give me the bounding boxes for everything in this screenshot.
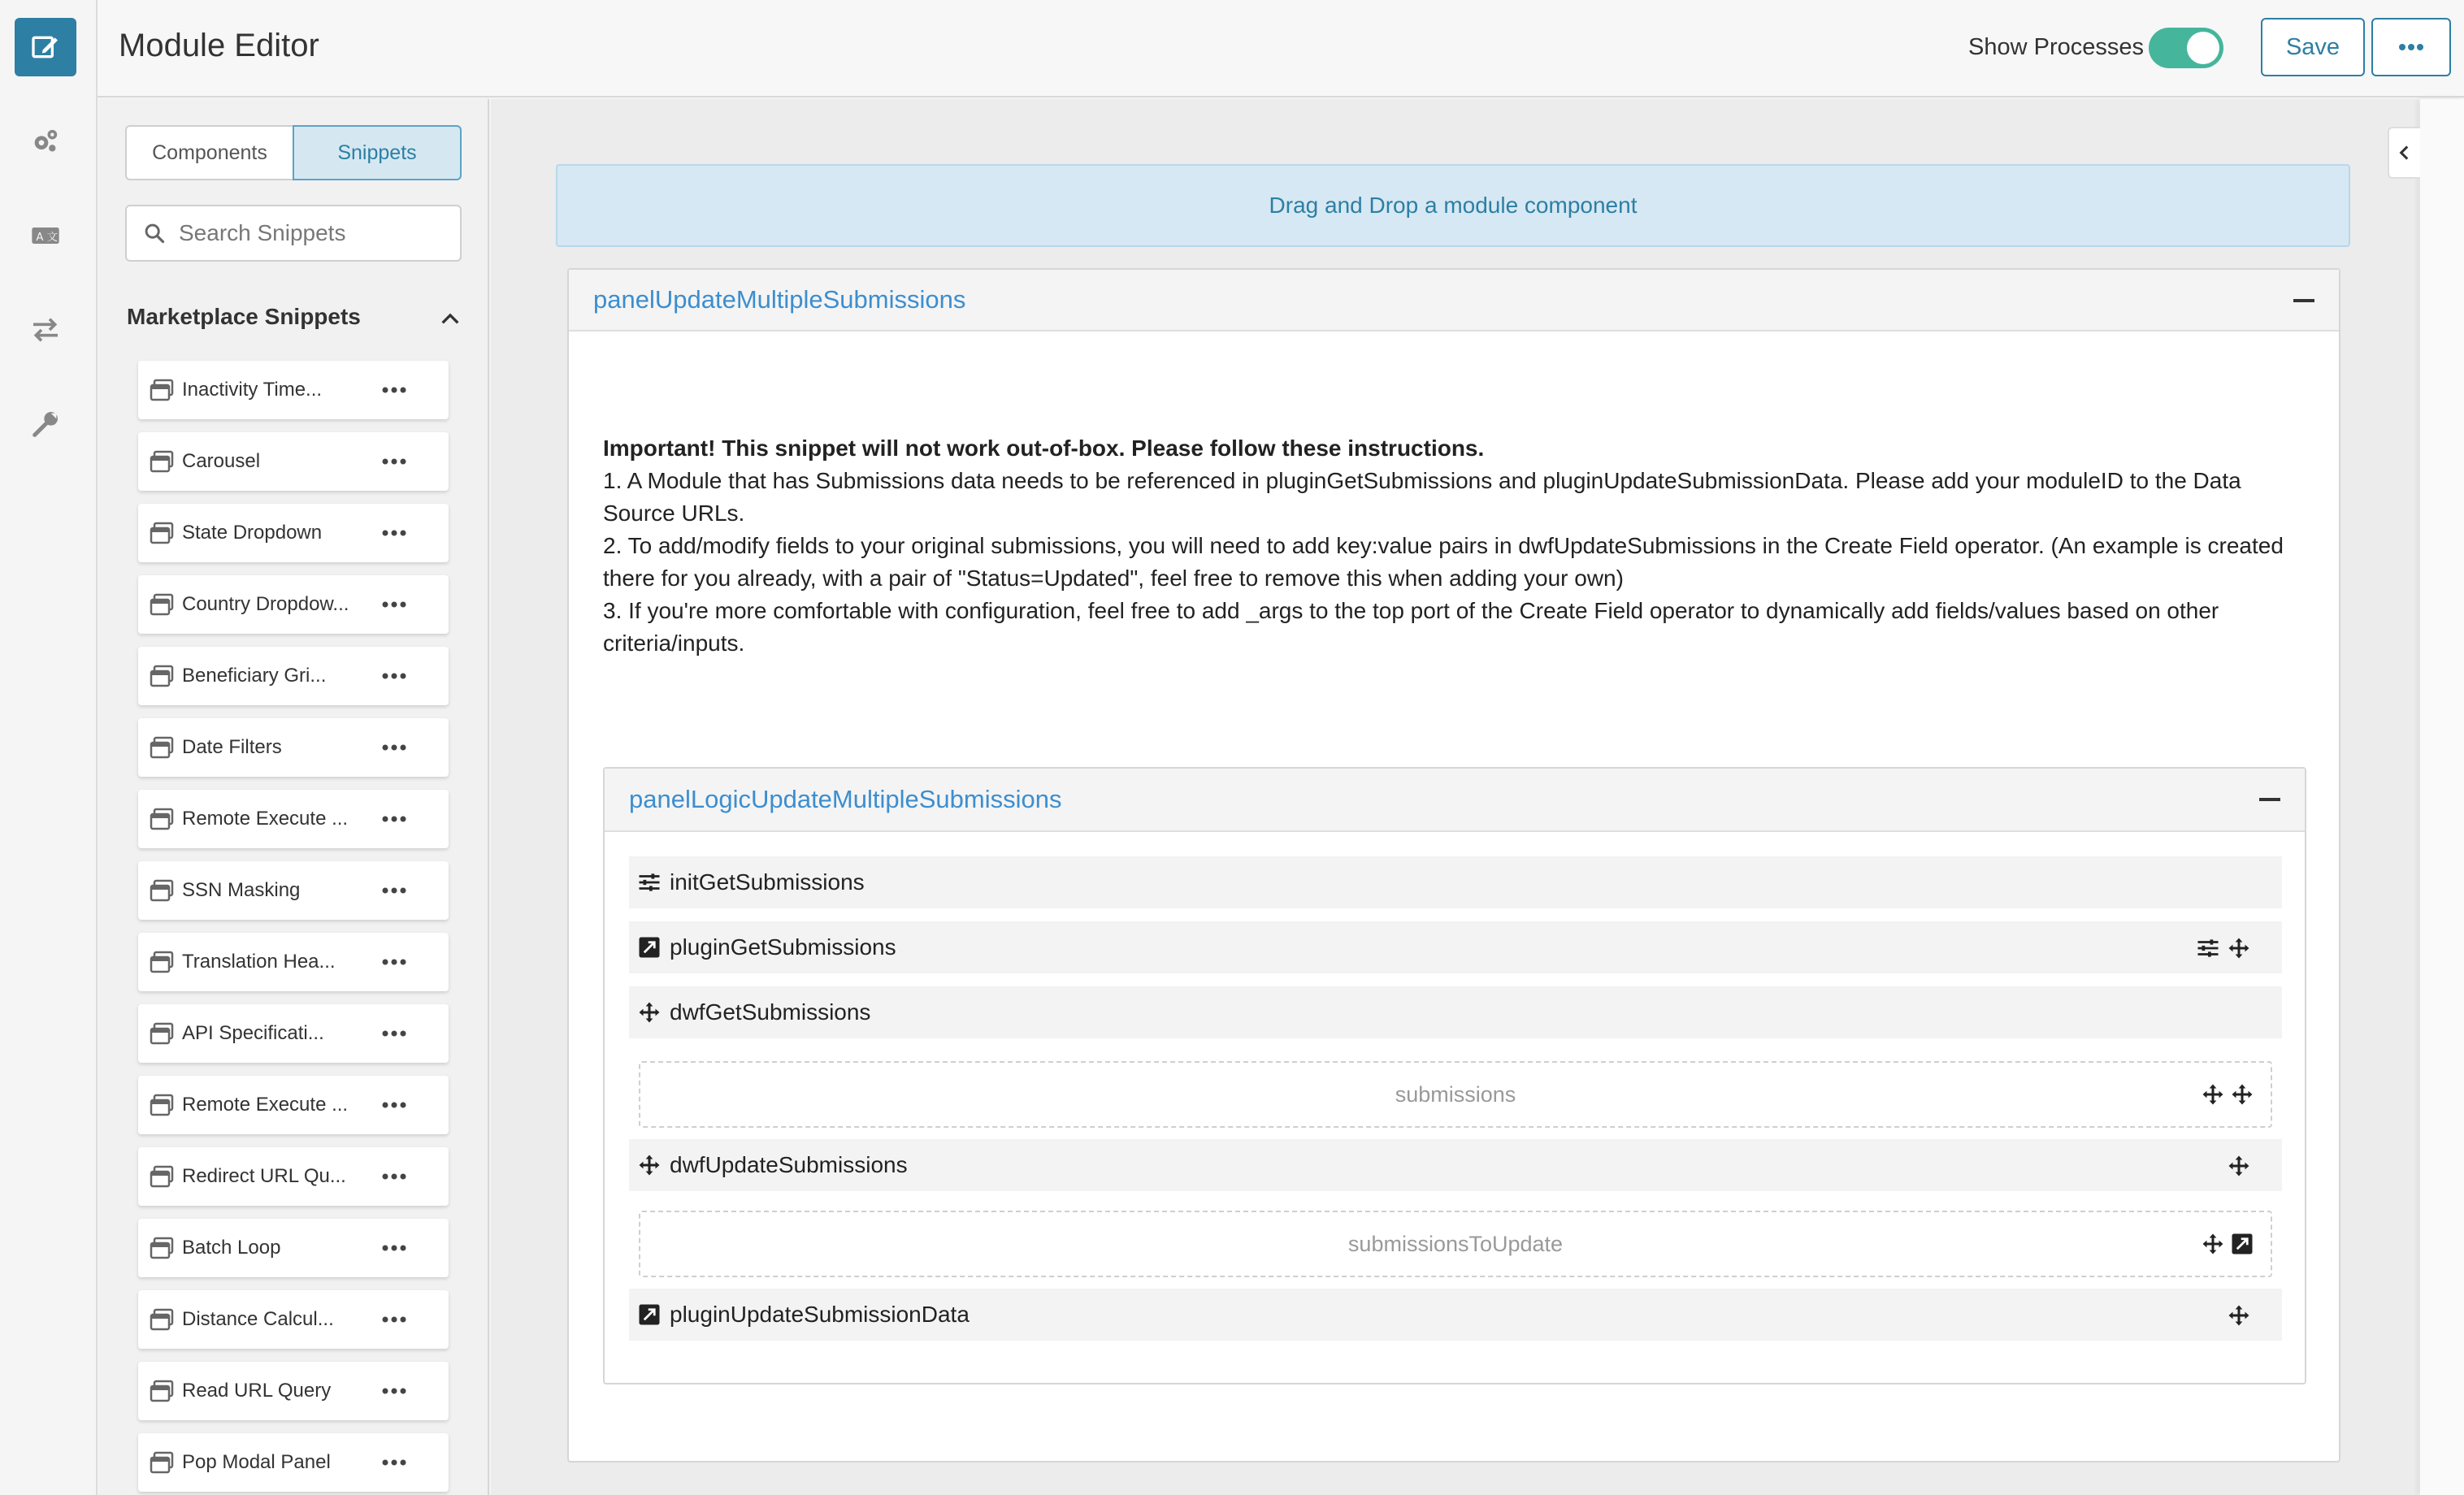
ellipsis-icon[interactable]: [380, 1240, 408, 1256]
toggle-knob: [2187, 32, 2219, 64]
snippet-label: Distance Calcul...: [182, 1308, 334, 1330]
svg-text:A: A: [36, 231, 44, 244]
snippet-label: Pop Modal Panel: [182, 1451, 331, 1473]
slot-label: submissionsToUpdate: [1347, 1231, 1564, 1256]
snippet-item[interactable]: [138, 432, 449, 491]
tab-snippets[interactable]: Snippets: [293, 125, 462, 180]
collapse-panel-button[interactable]: [2388, 127, 2420, 179]
window-icon: [150, 450, 174, 473]
snippet-item[interactable]: [138, 1362, 449, 1420]
collapse-minus-icon[interactable]: [2259, 798, 2280, 801]
ellipsis-icon[interactable]: [380, 882, 408, 899]
instruction-line: 1. A Module that has Submissions data needs to be referenced in pluginGetSubmissions and pluginUpdateSubmissionData. Please add your moduleID to the Data Source URLs.: [603, 468, 2241, 526]
sliders-icon: [637, 870, 662, 895]
snippet-item[interactable]: [138, 647, 449, 705]
window-icon: [150, 1308, 174, 1331]
move-arrows-icon[interactable]: [2201, 1232, 2225, 1256]
search-input[interactable]: [179, 220, 447, 246]
snippet-label: Beneficiary Gri...: [182, 665, 327, 687]
snippet-item[interactable]: [138, 1219, 449, 1277]
panel-header[interactable]: [605, 769, 2305, 832]
snippet-item[interactable]: [138, 361, 449, 419]
show-processes-label: Show Processes: [1968, 34, 2144, 60]
snippet-item[interactable]: [138, 504, 449, 562]
wrench-icon[interactable]: [15, 395, 76, 453]
instructions-text: [603, 432, 2310, 660]
row-label: dwfGetSubmissions: [670, 999, 871, 1025]
ellipsis-icon[interactable]: [380, 811, 408, 827]
panel-title: panelUpdateMultipleSubmissions: [593, 285, 966, 314]
window-icon: [150, 1380, 174, 1402]
ellipsis-icon[interactable]: [380, 596, 408, 613]
window-icon: [150, 879, 174, 902]
snippet-item[interactable]: [138, 575, 449, 634]
show-processes-toggle[interactable]: [2149, 28, 2223, 68]
collapse-minus-icon[interactable]: [2293, 299, 2314, 302]
chevron-left-icon: [2394, 142, 2415, 163]
window-icon: [150, 1094, 174, 1116]
window-icon: [150, 808, 174, 830]
snippet-item[interactable]: [138, 1004, 449, 1063]
right-panel-edge: [2420, 99, 2464, 1495]
marketplace-snippets-heading: Marketplace Snippets: [127, 304, 361, 329]
move-arrows-icon[interactable]: [2201, 1082, 2225, 1107]
data-slot-submissions-to-update[interactable]: [639, 1211, 2272, 1277]
snippet-item[interactable]: [138, 933, 449, 991]
svg-text:文: 文: [46, 231, 58, 244]
ellipsis-icon[interactable]: [380, 1168, 408, 1185]
ellipsis-icon[interactable]: [380, 1454, 408, 1471]
snippet-label: Remote Execute ...: [182, 808, 349, 830]
logic-row-plugin-get[interactable]: [629, 921, 2282, 973]
ellipsis-icon[interactable]: [380, 1383, 408, 1399]
translate-icon[interactable]: [15, 206, 76, 265]
move-arrows-icon[interactable]: [2227, 936, 2251, 960]
plugin-icon[interactable]: [2230, 1232, 2254, 1256]
more-options-button[interactable]: [2371, 18, 2451, 76]
page-title: Module Editor: [119, 28, 319, 63]
row-label: pluginGetSubmissions: [670, 934, 896, 960]
sidebar-tabs: [125, 125, 462, 180]
window-icon: [150, 736, 174, 759]
ellipsis-icon[interactable]: [380, 1311, 408, 1328]
logic-row-dwf-get[interactable]: [629, 986, 2282, 1038]
ellipsis-icon[interactable]: [380, 954, 408, 970]
panel-title: panelLogicUpdateMultipleSubmissions: [629, 785, 1062, 813]
window-icon: [150, 522, 174, 544]
snippet-label: State Dropdown: [182, 522, 323, 544]
snippet-item[interactable]: [138, 861, 449, 920]
window-icon: [150, 1165, 174, 1188]
row-actions: [2227, 1303, 2251, 1328]
swap-arrows-icon[interactable]: [15, 301, 76, 359]
snippet-item[interactable]: [138, 1290, 449, 1349]
ellipsis-icon[interactable]: [380, 1025, 408, 1042]
plugin-icon: [637, 935, 662, 960]
drop-zone[interactable]: Drag and Drop a module component: [556, 164, 2350, 247]
header-bar: [98, 0, 2464, 98]
snippet-label: Date Filters: [182, 736, 282, 758]
row-actions: [2196, 936, 2251, 960]
tab-components[interactable]: Components: [125, 125, 293, 180]
window-icon: [150, 1451, 174, 1474]
row-actions: [2227, 1154, 2251, 1178]
ellipsis-icon[interactable]: [380, 453, 408, 470]
snippet-label: Batch Loop: [182, 1237, 281, 1259]
chevron-up-icon[interactable]: [437, 306, 463, 332]
save-button[interactable]: Save: [2261, 18, 2365, 76]
logic-row-init[interactable]: [629, 856, 2282, 908]
plugin-icon: [637, 1302, 662, 1327]
panel-update-multiple-submissions[interactable]: [567, 268, 2340, 1462]
sliders-icon[interactable]: [2196, 936, 2220, 960]
slot-label: submissions: [1395, 1081, 1516, 1107]
instruction-line: 3. If you're more comfortable with configuration, feel free to add _args to the top port of the Create Field operator to dynamically add fields/values based on other criteria/inputs.: [603, 598, 2219, 656]
snippet-label: Country Dropdow...: [182, 593, 349, 615]
move-arrows-icon: [637, 1153, 662, 1177]
row-label: pluginUpdateSubmissionData: [670, 1302, 970, 1327]
search-icon: [143, 222, 166, 245]
window-icon: [150, 1237, 174, 1259]
instruction-line: 2. To add/modify fields to your original submissions, you will need to add key:value pairs in dwfUpdateSubmissions in the Create Field operator. (An example is created there for you already, with a pair of "Status=Updated", feel free to remove this when adding your own): [603, 533, 2284, 591]
logic-row-plugin-update[interactable]: [629, 1289, 2282, 1341]
snippet-label: Read URL Query: [182, 1380, 332, 1402]
data-slot-submissions[interactable]: [639, 1061, 2272, 1128]
window-icon: [150, 665, 174, 687]
snippet-item[interactable]: [138, 1433, 449, 1492]
ellipsis-icon[interactable]: [380, 525, 408, 541]
search-box: [125, 205, 462, 262]
instructions-heading: Important! This snippet will not work out-of-box. Please follow these instructions.: [603, 436, 1485, 461]
snippet-label: API Specificati...: [182, 1022, 324, 1044]
panel-header[interactable]: [569, 270, 2339, 332]
snippet-item[interactable]: [138, 1147, 449, 1206]
row-label: dwfUpdateSubmissions: [670, 1152, 908, 1177]
snippet-label: SSN Masking: [182, 879, 301, 901]
logic-row-dwf-update[interactable]: [629, 1139, 2282, 1191]
move-arrows-icon[interactable]: [2227, 1154, 2251, 1178]
panel-logic-update-multiple-submissions[interactable]: [603, 767, 2306, 1384]
window-icon: [150, 1022, 174, 1045]
slot-actions: [2201, 1232, 2254, 1256]
edit-icon[interactable]: [15, 18, 76, 76]
move-arrows-icon[interactable]: [2230, 1082, 2254, 1107]
snippet-item[interactable]: [138, 718, 449, 777]
window-icon: [150, 593, 174, 616]
slot-actions: [2201, 1082, 2254, 1107]
snippet-item[interactable]: [138, 790, 449, 848]
snippet-label: Carousel: [182, 450, 261, 472]
snippet-label: Redirect URL Qu...: [182, 1165, 346, 1187]
snippet-label: Inactivity Time...: [182, 379, 323, 401]
snippet-label: Remote Execute ...: [182, 1094, 349, 1116]
row-label: initGetSubmissions: [670, 869, 865, 895]
ellipsis-icon[interactable]: [380, 668, 408, 684]
window-icon: [150, 379, 174, 401]
left-rail: [0, 0, 98, 1495]
ellipsis-icon[interactable]: [380, 382, 408, 398]
move-arrows-icon: [637, 1000, 662, 1025]
ellipsis-icon: [2397, 41, 2425, 53]
ellipsis-icon[interactable]: [380, 1097, 408, 1113]
snippet-label: Translation Hea...: [182, 951, 336, 973]
move-arrows-icon[interactable]: [2227, 1303, 2251, 1328]
snippet-list: [138, 361, 449, 1495]
snippets-sidebar: [99, 99, 489, 1495]
snippet-item[interactable]: [138, 1076, 449, 1134]
gears-icon[interactable]: [15, 112, 76, 171]
window-icon: [150, 951, 174, 973]
ellipsis-icon[interactable]: [380, 739, 408, 756]
